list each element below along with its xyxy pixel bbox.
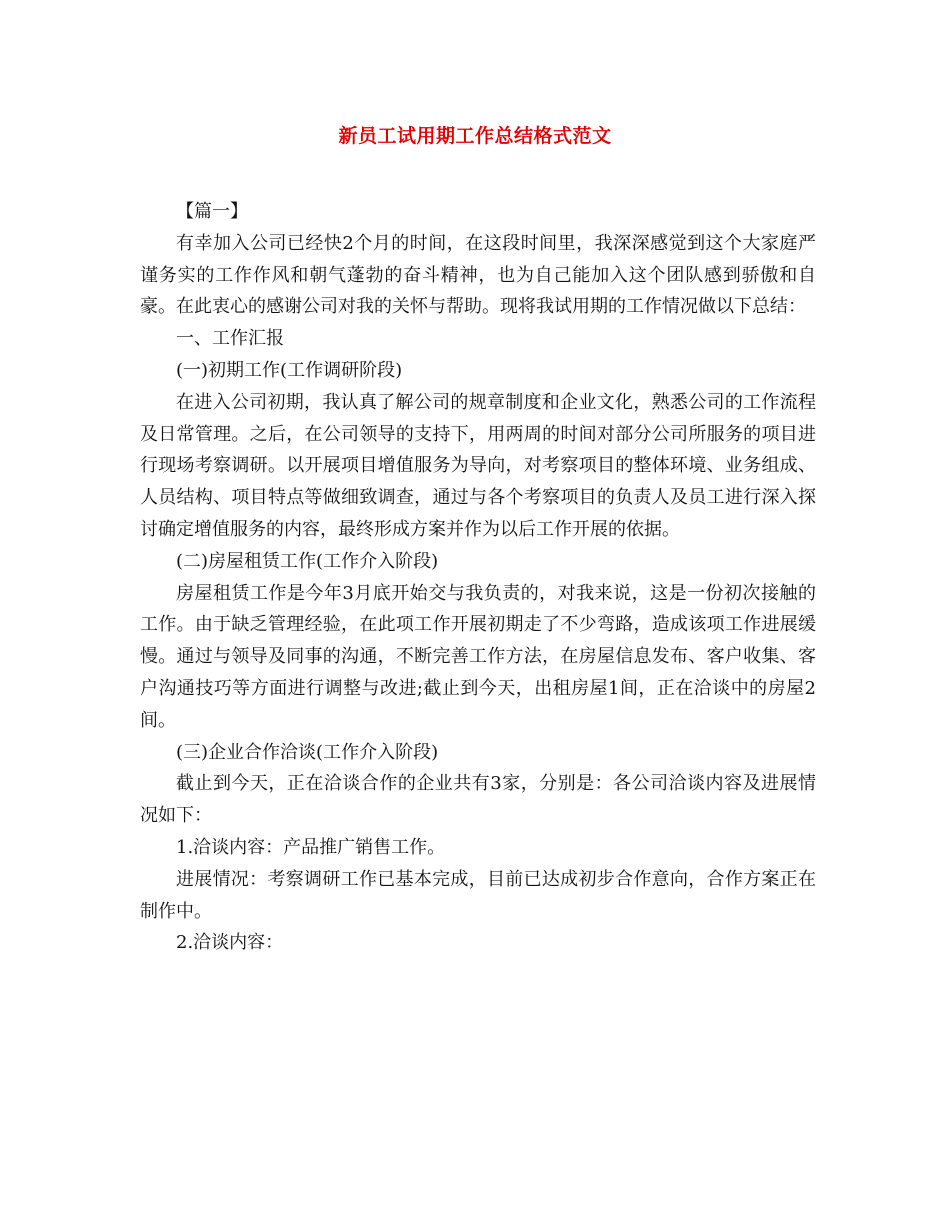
intro-paragraph: 有幸加入公司已经快2个月的时间，在这段时间里，我深深感觉到这个大家庭严谨务实的工作作风和朝气蓬勃的奋斗精神，也为自己能加入这个团队感到骄傲和自豪。在此衷心的感谢公司对我的关怀与帮助。现将我试用期的工作情况做以下总结：	[140, 232, 816, 318]
section-heading-part-one: 【篇一】	[176, 201, 248, 222]
initial-work-paragraph: 在进入公司初期，我认真了解公司的规章制度和企业文化，熟悉公司的工作流程及日常管理。之后，在公司领导的支持下，用两周的时间对部分公司所服务的项目进行现场考察调研。以开展项目增值服务为导向，对考察项目的整体环境、业务组成、人员结构、项目特点等做细致调查，通过与各个考察项目的负责人及员工进行深入探讨确定增值服务的内容，最终形成方案并作为以后工作开展的依据。	[140, 391, 816, 540]
negotiation-item-1: 1.洽谈内容：产品推广销售工作。	[176, 836, 446, 858]
document-body	[140, 196, 816, 959]
house-rental-paragraph: 房屋租赁工作是今年3月底开始交与我负责的，对我来说，这是一份初次接触的工作。由于缺乏管理经验，在此项工作开展初期走了不少弯路，造成该项工作进展缓慢。通过与领导及同事的沟通，不断完善工作方法，在房屋信息发布、客户收集、客户沟通技巧等方面进行调整与改进;截止到今天，出租房屋1间，正在洽谈中的房屋2间。	[140, 582, 816, 731]
subheading-house-rental: (二)房屋租赁工作(工作介入阶段)	[176, 550, 439, 572]
document-title: 新员工试用期工作总结格式范文	[338, 125, 612, 147]
negotiation-item-2: 2.洽谈内容：	[176, 932, 284, 954]
subheading-initial-work: (一)初期工作(工作调研阶段)	[176, 359, 403, 381]
section-heading-work-report: 一、工作汇报	[176, 328, 284, 350]
subheading-enterprise-cooperation: (三)企业合作洽谈(工作介入阶段)	[176, 741, 439, 763]
enterprise-cooperation-paragraph: 截止到今天，正在洽谈合作的企业共有3家，分别是：各公司洽谈内容及进展情况如下：	[140, 773, 816, 827]
progress-paragraph: 进展情况：考察调研工作已基本完成，目前已达成初步合作意向，合作方案正在制作中。	[140, 868, 816, 922]
